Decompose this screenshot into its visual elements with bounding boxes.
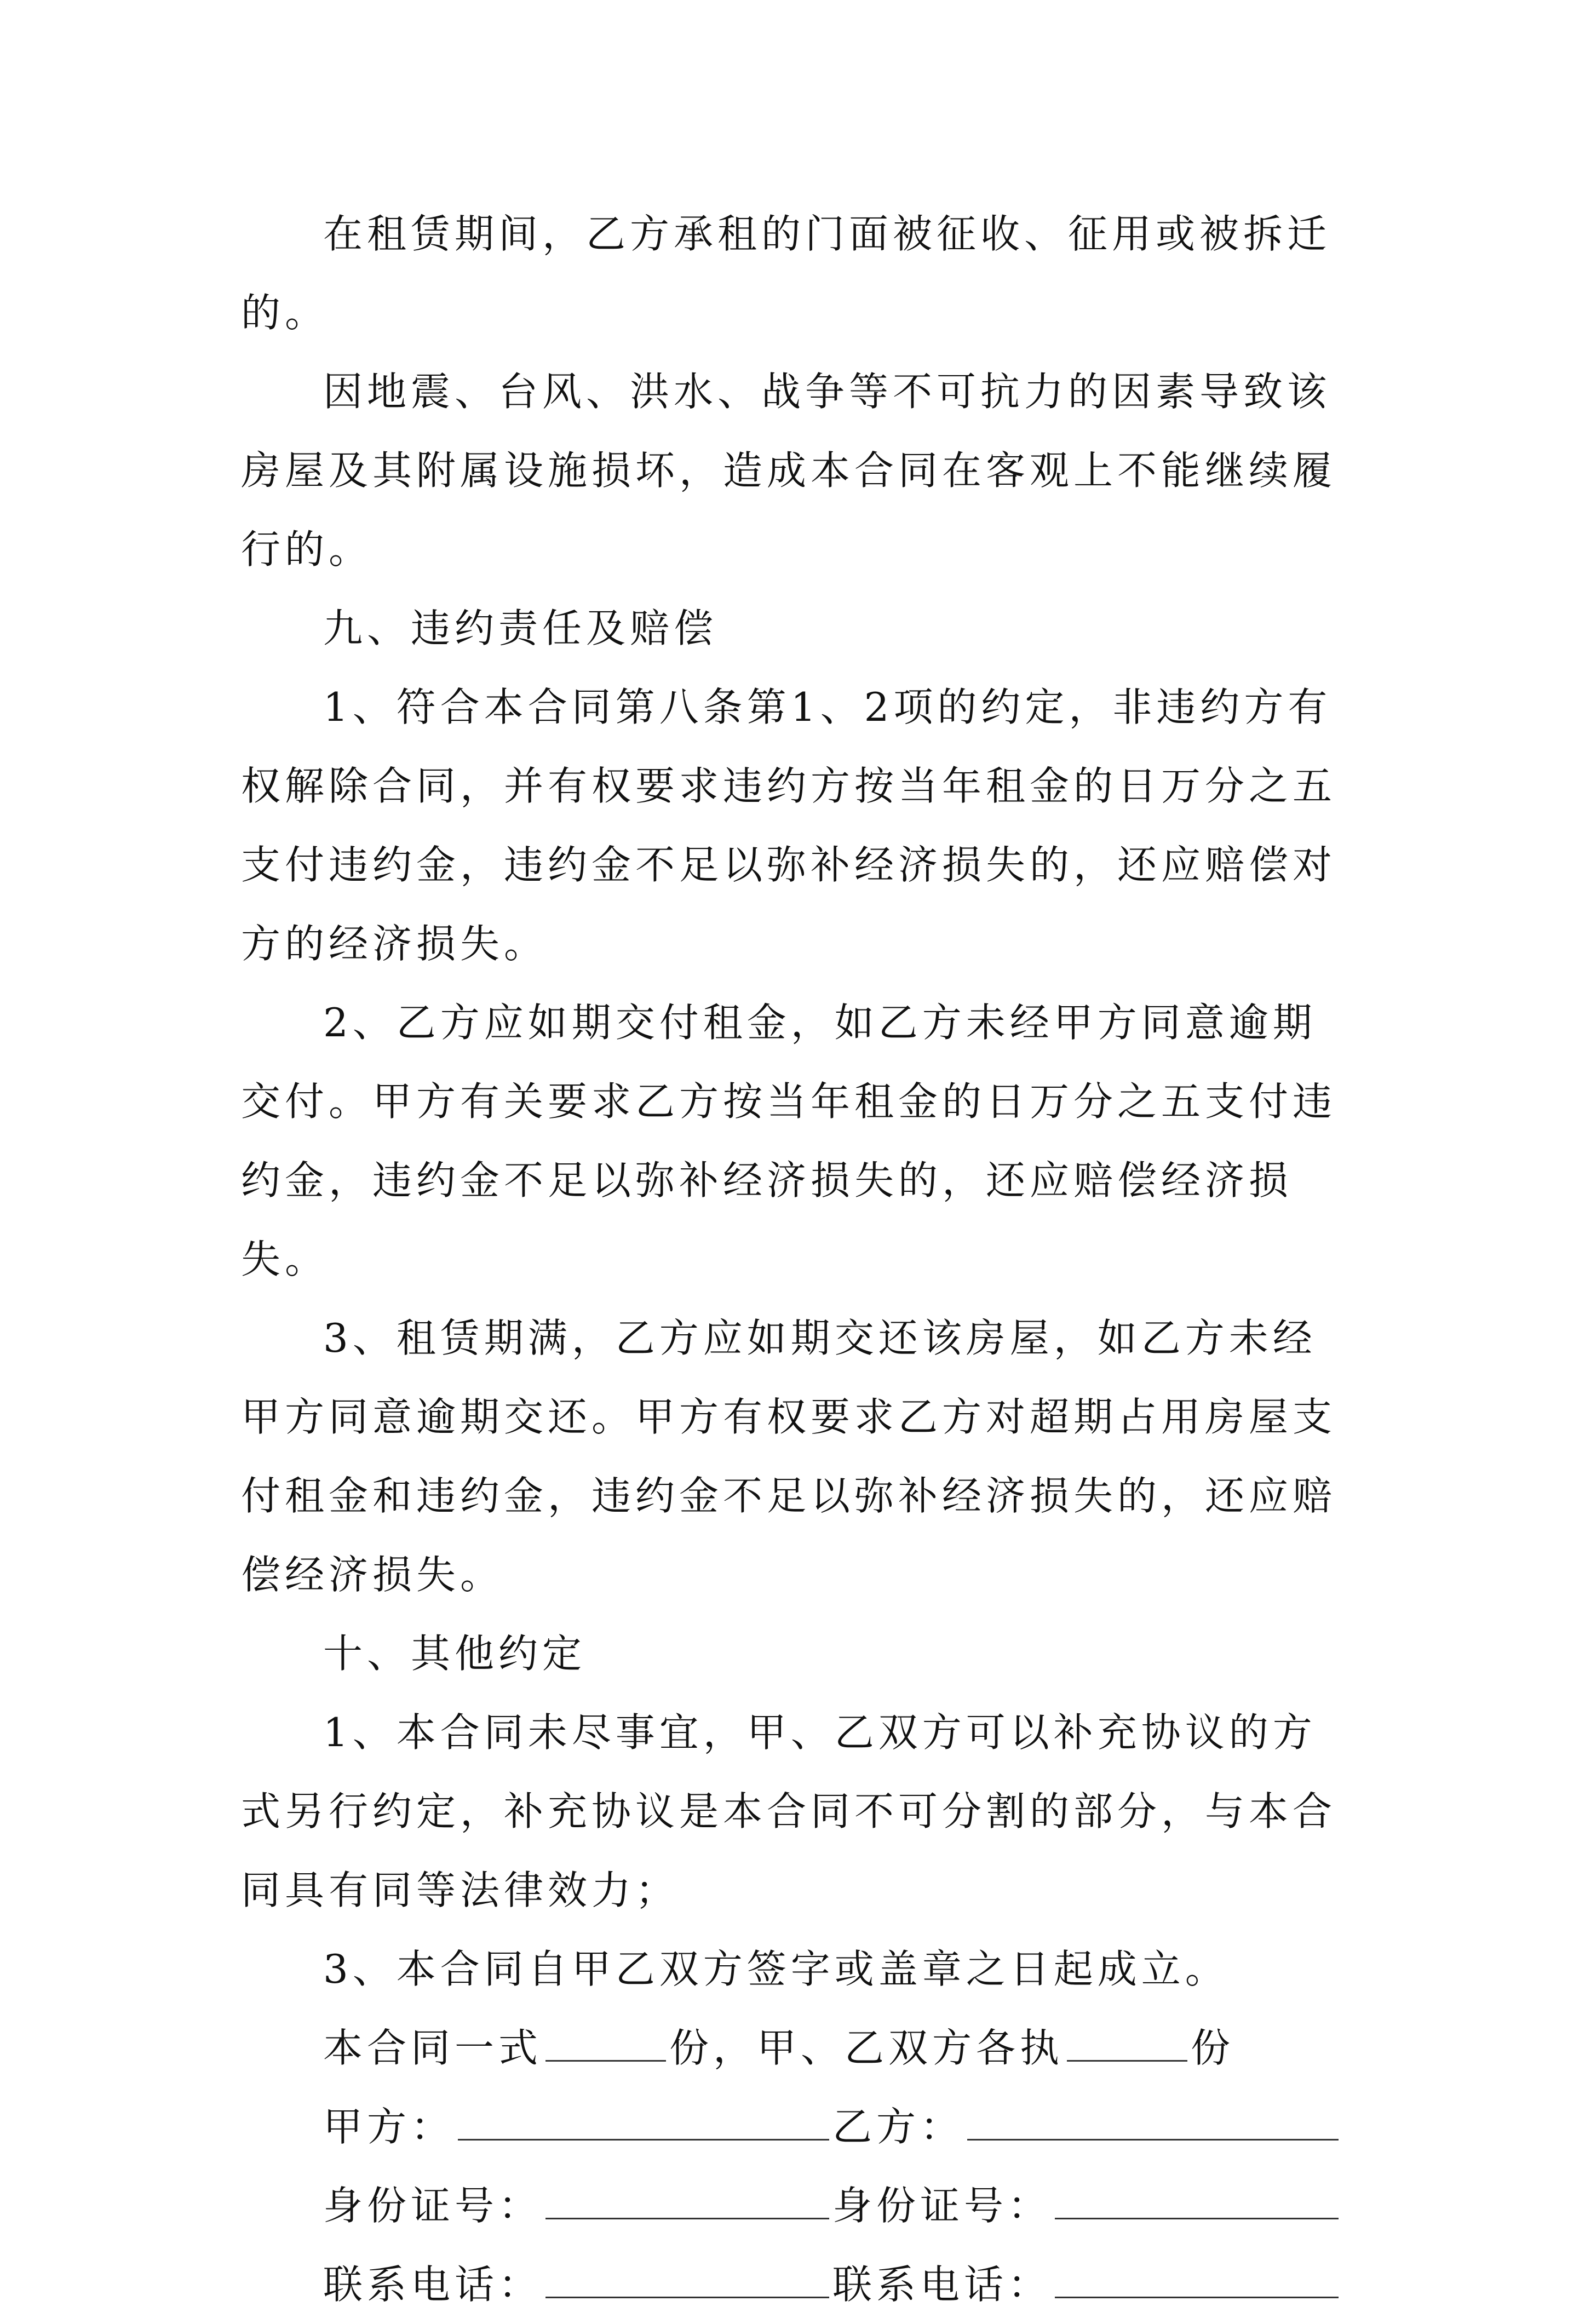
- paragraph-expropriation: 在租赁期间，乙方承租的门面被征收、征用或被拆迁的。: [241, 211, 1331, 336]
- phone-b-label: 联系电话：: [832, 2262, 1052, 2308]
- contract-body: [241, 194, 1342, 2324]
- section-heading-other: 十、其他约定: [323, 1631, 587, 1677]
- phone-a-label: 联系电话：: [323, 2262, 543, 2308]
- paragraph-breach-3: 3、租赁期满，乙方应如期交还该房屋，如乙方未经甲方同意逾期交还。甲方有权要求乙方对超期占用房屋支付租金和违约金，违约金不足以弥补经济损失的，还应赔偿经济损失。: [241, 1315, 1337, 1598]
- section-heading-breach: 九、违约责任及赔偿: [323, 605, 718, 651]
- id-b-blank[interactable]: [1055, 2185, 1339, 2219]
- party-b-blank[interactable]: [967, 2106, 1339, 2141]
- copies-each-blank[interactable]: [1067, 2027, 1187, 2062]
- copies-prefix: 本合同一式: [323, 2025, 543, 2071]
- id-a-label: 身份证号：: [323, 2183, 543, 2229]
- paragraph-other-1: 1、本合同未尽事宜，甲、乙双方可以补充协议的方式另行约定，补充协议是本合同不可分割的部分，与本合同具有同等法律效力；: [241, 1709, 1337, 1913]
- id-a-blank[interactable]: [545, 2185, 829, 2219]
- paragraph-breach-2: 2、乙方应如期交付租金，如乙方未经甲方同意逾期交付。甲方有关要求乙方按当年租金的日万分之五支付违约金，违约金不足以弥补经济损失的，还应赔偿经济损失。: [241, 1000, 1337, 1282]
- party-a-label: 甲方：: [323, 2104, 455, 2150]
- copies-suffix: 份: [1191, 2025, 1235, 2071]
- copies-middle: 份，甲、乙双方各执: [669, 2025, 1064, 2071]
- phone-a-blank[interactable]: [545, 2264, 829, 2298]
- party-line: [241, 2087, 1342, 2166]
- copies-line: [241, 2009, 1342, 2087]
- phone-line: [241, 2245, 1342, 2324]
- paragraph-force-majeure: 因地震、台风、洪水、战争等不可抗力的因素导致该房屋及其附属设施损坏，造成本合同在客观上不能继续履行的。: [241, 369, 1337, 572]
- party-b-label: 乙方：: [832, 2104, 964, 2150]
- paragraph-breach-1: 1、符合本合同第八条第1、2项的约定，非违约方有权解除合同，并有权要求违约方按当年租金的日万分之五支付违约金，违约金不足以弥补经济损失的，还应赔偿对方的经济损失。: [241, 684, 1337, 967]
- id-line: [241, 2166, 1342, 2245]
- phone-b-blank[interactable]: [1055, 2264, 1339, 2298]
- paragraph-other-3: 3、本合同自甲乙双方签字或盖章之日起成立。: [323, 1946, 1229, 1992]
- party-a-blank[interactable]: [458, 2106, 829, 2141]
- id-b-label: 身份证号：: [832, 2183, 1052, 2229]
- copies-total-blank[interactable]: [545, 2027, 666, 2062]
